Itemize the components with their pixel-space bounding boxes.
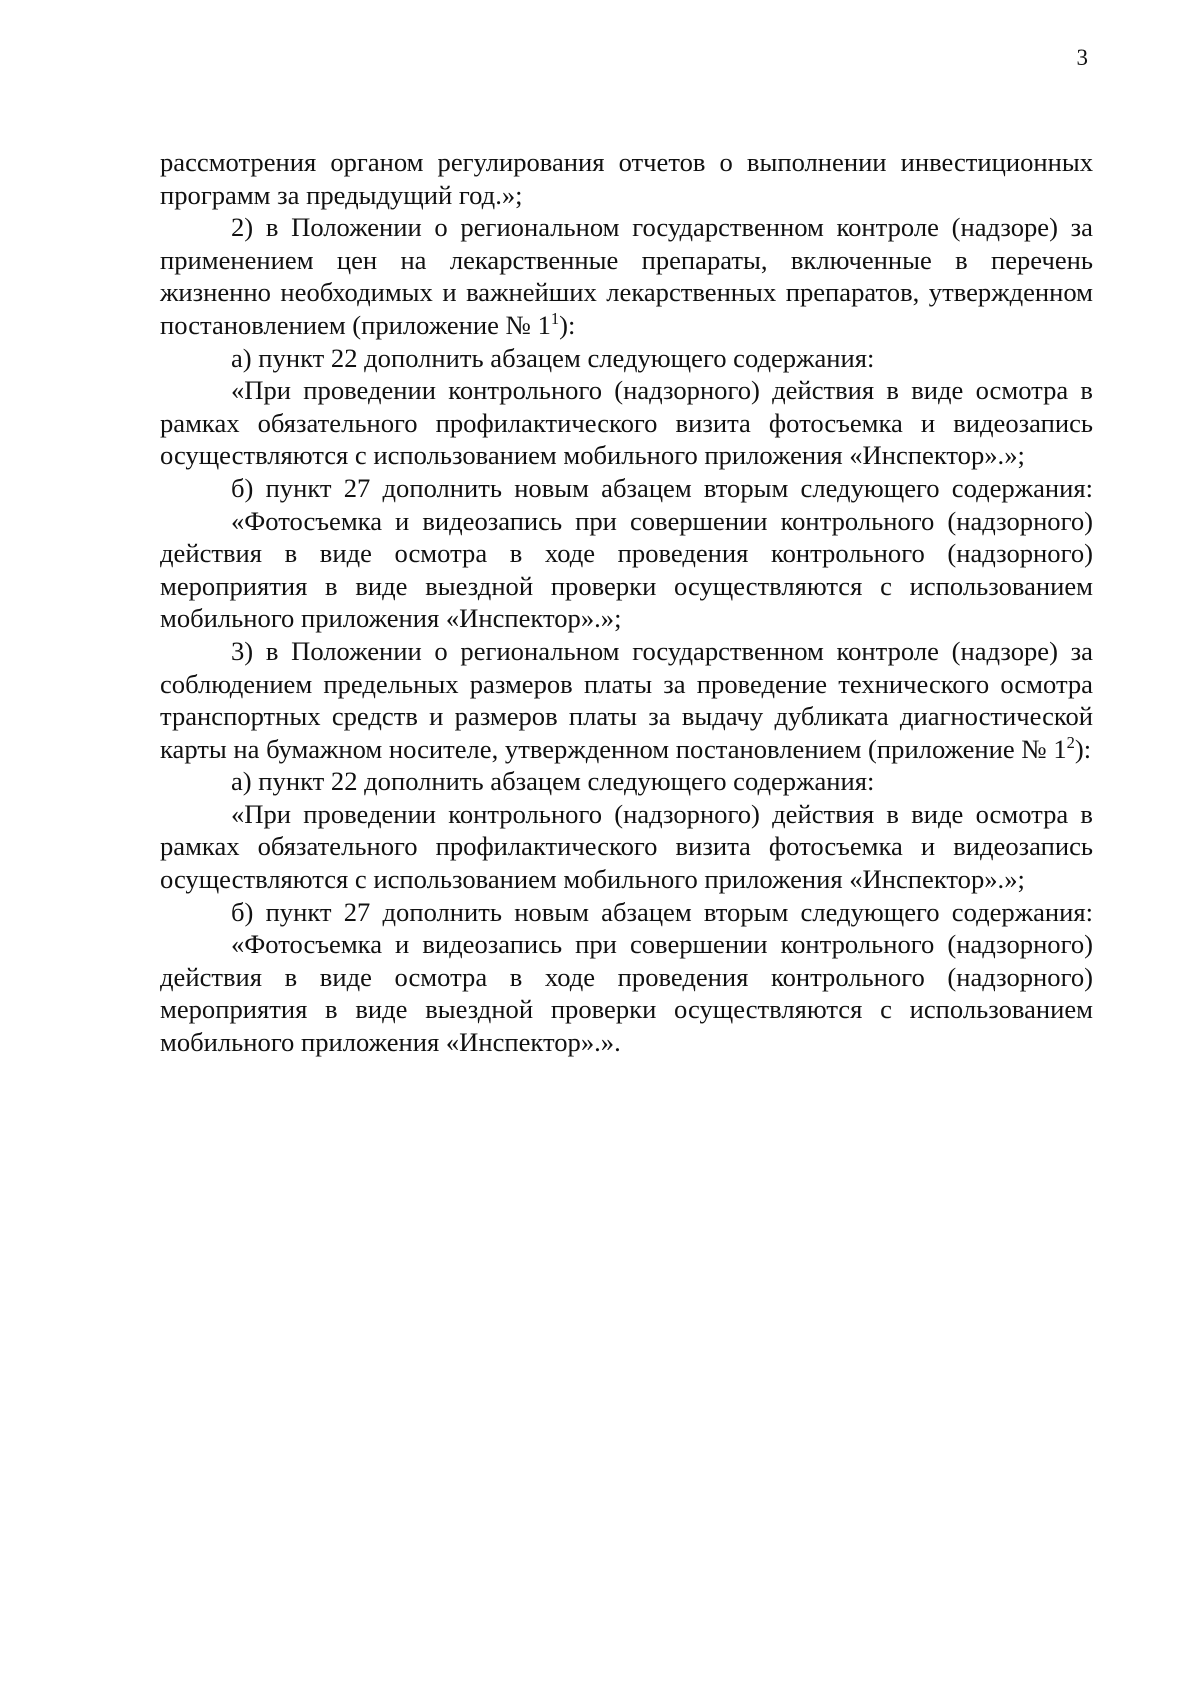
footnote-marker: 2 xyxy=(1066,732,1075,752)
paragraph-item-2 xyxy=(160,211,1093,341)
paragraph-continuation: рассмотрения органом регулирования отчетов о выполнении инвестиционных программ за предыдущий год.»; xyxy=(160,147,1093,210)
document-body xyxy=(160,146,1093,1059)
paragraph-tail: ): xyxy=(559,309,576,340)
paragraph-item-3 xyxy=(160,635,1093,765)
paragraph-subitem-b: б) пункт 27 дополнить новым абзацем вторым следующего содержания: xyxy=(231,472,1093,503)
paragraph-tail: ): xyxy=(1074,733,1092,764)
paragraph-subitem-b: б) пункт 27 дополнить новым абзацем вторым следующего содержания: xyxy=(231,896,1093,927)
paragraph-text: 2) в Положении о региональном государственном контроле (надзоре) за применением цен на лекарственные препараты, включенные в перечень жизненно необходимых и важнейших лекарственных препаратов, утвержденном постановлением (приложение № 1 xyxy=(160,212,1093,340)
paragraph-subitem-a: а) пункт 22 дополнить абзацем следующего содержания: xyxy=(231,766,875,797)
paragraph-text: 3) в Положении о региональном государственном контроле (надзоре) за соблюдением предельных размеров платы за проведение технического осмотра транспортных средств и размеров платы за выдачу дубликата диагностической карты на бумажном носителе, утвержденном постановлением (приложение № 1 xyxy=(160,635,1093,764)
paragraph-subitem-a: а) пункт 22 дополнить абзацем следующего содержания: xyxy=(231,342,875,373)
paragraph-quote: «Фотосъемка и видеозапись при совершении контрольного (надзорного) действия в виде осмотра в ходе проведения контрольного (надзорного) мероприятия в виде выездной проверки осуществляются с использованием мобильного приложения «Инспектор».». xyxy=(160,929,1093,1058)
page-number: 3 xyxy=(1076,45,1088,70)
paragraph-quote: «При проведении контрольного (надзорного) действия в виде осмотра в рамках обязательного профилактического визита фотосъемка и видеозапись осуществляются с использованием мобильного приложения «Инспектор».»; xyxy=(160,798,1093,895)
footnote-marker: 1 xyxy=(550,309,560,329)
paragraph-quote: «Фотосъемка и видеозапись при совершении контрольного (надзорного) действия в виде осмотра в ходе проведения контрольного (надзорного) мероприятия в виде выездной проверки осуществляются с использованием мобильного приложения «Инспектор».»; xyxy=(160,505,1093,634)
paragraph-quote: «При проведении контрольного (надзорного) действия в виде осмотра в рамках обязательного профилактического визита фотосъемка и видеозапись осуществляются с использованием мобильного приложения «Инспектор».»; xyxy=(160,375,1093,471)
